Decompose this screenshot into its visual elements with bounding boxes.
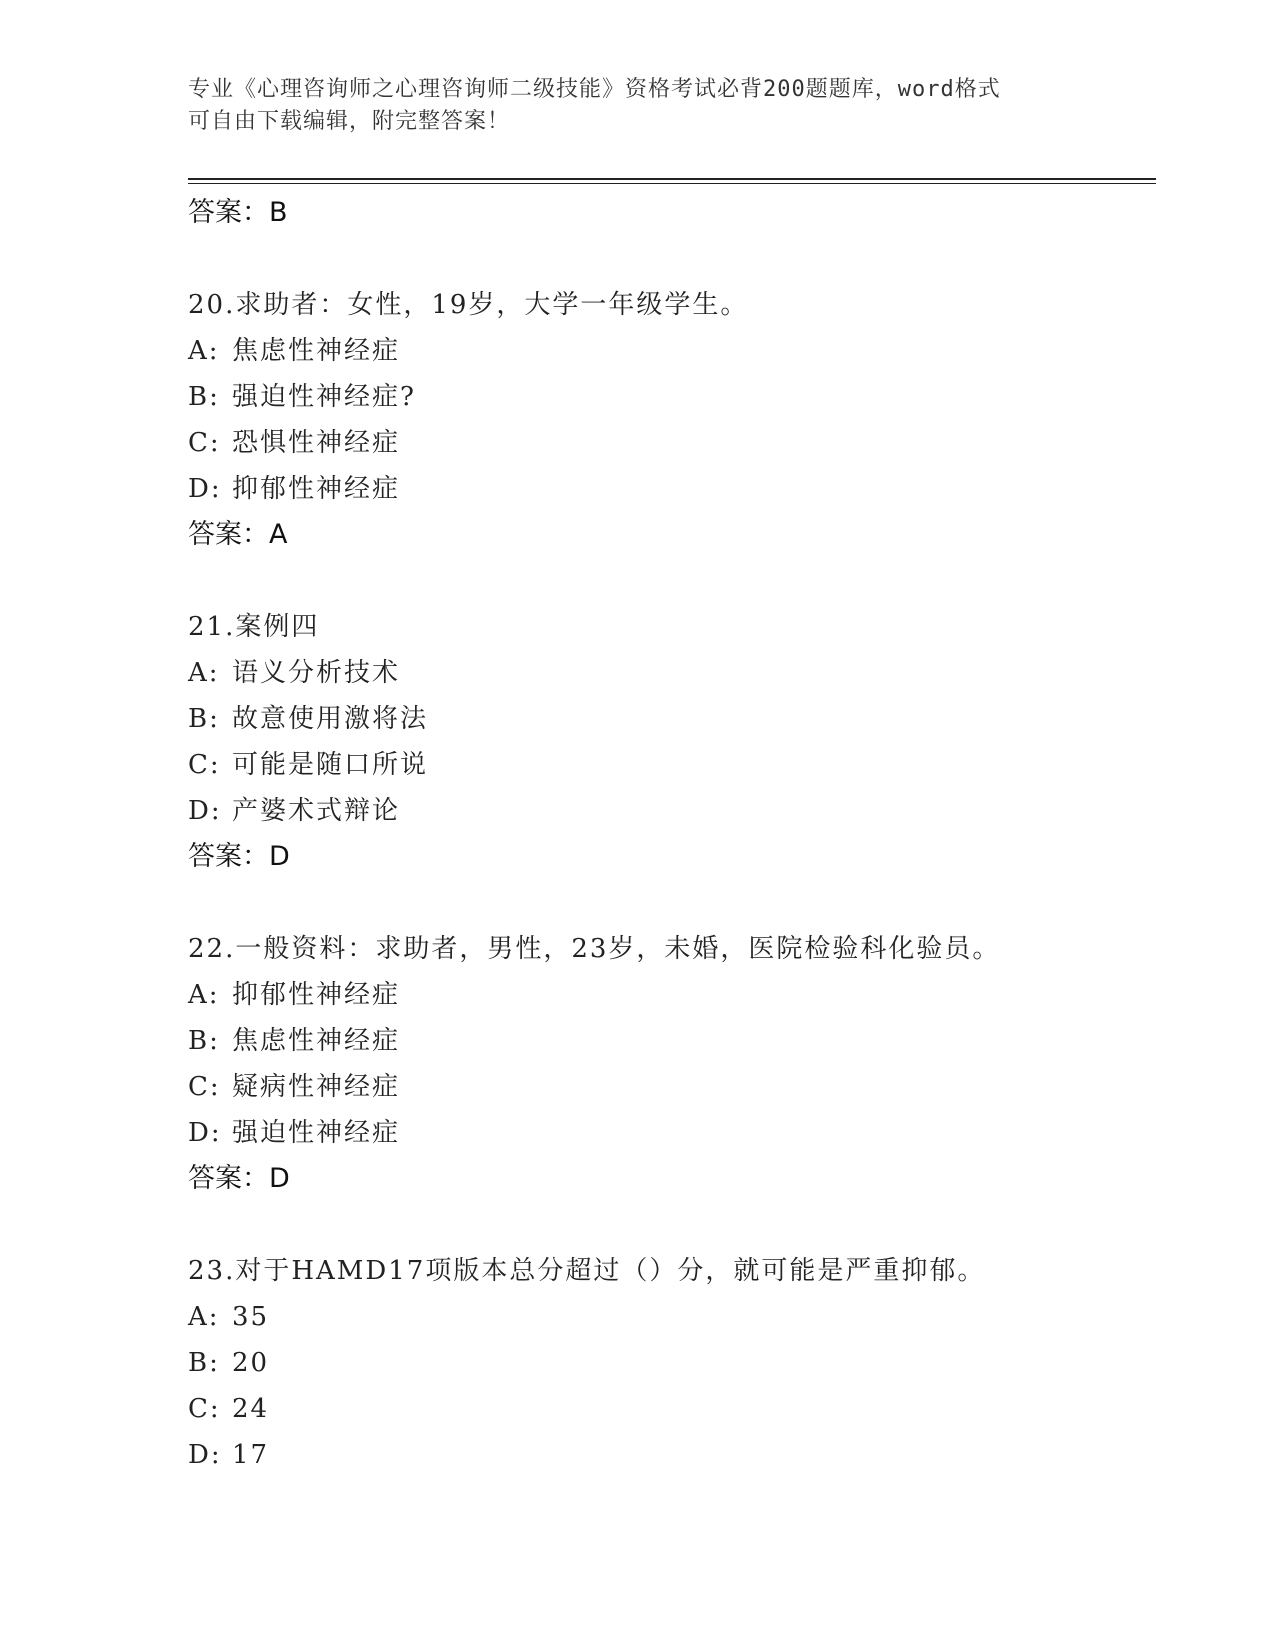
option-text: 抑郁性神经症 (232, 980, 401, 1010)
question-stem: 20.求助者：女性，19岁，大学一年级学生。 (188, 290, 749, 320)
spacer (188, 880, 1156, 926)
option-text: 焦虑性神经症 (232, 336, 401, 366)
option-d (188, 466, 1156, 512)
header-divider-thin (188, 183, 1156, 184)
option-text: 20 (232, 1348, 270, 1378)
option-letter: B: (188, 1348, 220, 1378)
question-22 (188, 926, 1156, 1202)
option-text: 抑郁性神经症 (232, 474, 401, 504)
question-23 (188, 1248, 1156, 1478)
spacer (188, 236, 1156, 282)
answer-line: 答案：D (188, 1163, 290, 1194)
option-letter: C: (188, 428, 221, 458)
option-letter: A: (188, 336, 220, 366)
question-20 (188, 282, 1156, 558)
spacer (188, 1202, 1156, 1248)
option-letter: D: (188, 1118, 222, 1148)
option-letter: C: (188, 1394, 221, 1424)
option-a (188, 1294, 1156, 1340)
question-stem: 21.案例四 (188, 612, 320, 642)
option-text: 24 (232, 1394, 270, 1424)
option-b (188, 696, 1156, 742)
option-c (188, 420, 1156, 466)
option-letter: D: (188, 1440, 222, 1470)
option-letter: D: (188, 474, 222, 504)
question-stem: 23.对于HAMD17项版本总分超过（）分，就可能是严重抑郁。 (188, 1256, 986, 1286)
option-text: 恐惧性神经症 (232, 428, 401, 458)
option-letter: B: (188, 1026, 220, 1056)
header-divider-thick (188, 178, 1156, 180)
option-text: 语义分析技术 (232, 658, 401, 688)
option-letter: B: (188, 382, 220, 412)
option-letter: C: (188, 750, 221, 780)
document-header (188, 74, 1068, 138)
option-letter: A: (188, 1302, 220, 1332)
option-b (188, 1340, 1156, 1386)
option-text: 强迫性神经症? (232, 382, 416, 412)
option-letter: C: (188, 1072, 221, 1102)
option-text: 故意使用激将法 (232, 704, 429, 734)
option-text: 可能是随口所说 (232, 750, 429, 780)
option-b (188, 374, 1156, 420)
option-letter: D: (188, 796, 222, 826)
option-letter: A: (188, 980, 220, 1010)
answer-line: 答案：D (188, 841, 290, 872)
spacer (188, 558, 1156, 604)
option-c (188, 1386, 1156, 1432)
option-text: 产婆术式辩论 (232, 796, 401, 826)
option-d (188, 1432, 1156, 1478)
question-list (188, 190, 1156, 1478)
option-b (188, 1018, 1156, 1064)
option-text: 35 (232, 1302, 270, 1332)
option-c (188, 742, 1156, 788)
option-d (188, 1110, 1156, 1156)
option-letter: A: (188, 658, 220, 688)
answer-line: 答案：A (188, 519, 288, 550)
option-a (188, 328, 1156, 374)
answer-previous: 答案：B (188, 197, 288, 228)
option-d (188, 788, 1156, 834)
option-text: 17 (232, 1440, 270, 1470)
option-text: 强迫性神经症 (232, 1118, 401, 1148)
option-letter: B: (188, 704, 220, 734)
question-stem: 22.一般资料：求助者，男性，23岁，未婚，医院检验科化验员。 (188, 934, 1001, 964)
header-line-1: 专业《心理咨询师之心理咨询师二级技能》资格考试必背200题题库，word格式 (188, 77, 1001, 102)
option-a (188, 650, 1156, 696)
option-text: 疑病性神经症 (232, 1072, 401, 1102)
option-a (188, 972, 1156, 1018)
question-21 (188, 604, 1156, 880)
option-text: 焦虑性神经症 (232, 1026, 401, 1056)
option-c (188, 1064, 1156, 1110)
header-line-2: 可自由下载编辑，附完整答案！ (188, 109, 511, 134)
